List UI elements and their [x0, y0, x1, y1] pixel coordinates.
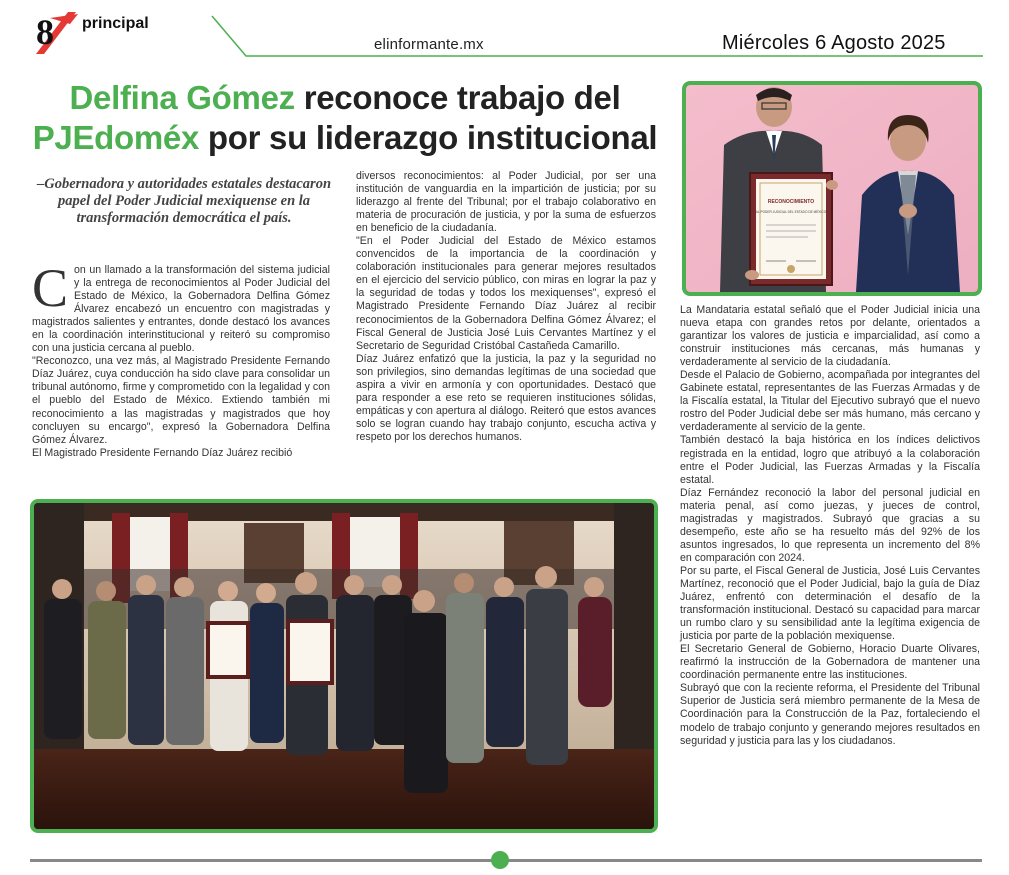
footer-dot-decoration [491, 851, 509, 869]
article-paragraph: Desde el Palacio de Gobierno, acompañada por integrantes del Gabinete estatal, representantes de las Fuerzas Armadas y de la Fiscalía estatal, la Titular del Ejecutivo subrayó que el nuevo rostro del Poder Judicial debe ser más humano, más cercano y verdaderamente al servicio de la gente. [680, 369, 980, 434]
article-paragraph: El Magistrado Presidente Fernando Díaz Juárez recibió [32, 446, 293, 459]
certificate-heading: RECONOCIMIENTO [767, 199, 815, 205]
article-column-1 [32, 258, 330, 460]
article-paragraph: Díaz Juárez enfatizó que la justicia, la paz y la seguridad no son privilegios, sino demandas legítimas de una sociedad que aspira a vivir en armonía y con oportunidades. Destacó que para responder a ese reto se requieren instituciones sólidas, empáticas y con apertura al diálogo. Reiteró que estos avances solo se logran cuando hay trabajo conjunto, escucha activa y respeto por los derechos humanos. [356, 352, 656, 443]
headline [20, 78, 670, 158]
subtitle: –Gobernadora y autoridades estatales destacaron papel del Poder Judicial mexiquense en la transformación democrática el país. [36, 176, 332, 226]
article-paragraph: "En el Poder Judicial del Estado de México estamos convencidos de la importancia de la coordinación y colaboración institucionales para generar mejores resultados en el ejercicio del servicio público, con miras en lograr la paz y la seguridad de todas y todos los mexiquenses", expresó el Magistrado Presidente Fernando Díaz Juárez al recibir reconocimientos de la Gobernadora Delfina Gómez Álvarez; el Fiscal General de Justicia José Luis Cervantes Martínez y el Secretario de Seguridad Cristóbal Castañeda Camarillo. [356, 235, 656, 352]
article-paragraph: Con un llamado a la transformación del sistema judicial y la entrega de reconocimientos al Poder Judicial del Estado de México, la Gobernadora Delfina Gómez Álvarez encabezó un encuentro con magistradas y magistrados salientes y entrantes, donde destacó los avances en la coordinación interinstitucional y reiteró su compromiso con una justicia cercana al pueblo. [32, 258, 330, 355]
headline-highlight-2: PJEdoméx [32, 119, 200, 156]
publication-date: Miércoles 6 Agosto 2025 [722, 32, 946, 54]
site-url[interactable]: elinformante.mx [374, 36, 484, 53]
article-paragraph: diversos reconocimientos: al Poder Judicial, por ser una institución de vanguardia en la impartición de justicia; por su liderazgo al frente del Tribunal; por el trabajo colaborativo en materia de procuración de justicia, y por la suma de esfuerzos en beneficio de la ciudadanía. [356, 170, 656, 235]
group-photo-illustration [34, 503, 654, 829]
award-photo-illustration [686, 85, 978, 292]
group-photo [30, 499, 658, 833]
section-label: principal [82, 15, 149, 32]
article-paragraph: La Mandataria estatal señaló que el Poder Judicial inicia una nueva etapa con grandes retos por delante, orientados a garantizar los valores de justicia e imparcialidad, así como a construir instituciones más cercanas, más humanas y verdaderamente al servicio de la ciudadanía. [680, 304, 980, 369]
headline-highlight-1: Delfina Gómez [69, 79, 295, 116]
article-column-2 [356, 170, 656, 444]
headline-text-2: por su liderazgo institucional [199, 119, 658, 156]
article-paragraph: Díaz Fernández reconoció la labor del personal judicial en materia penal, así como juezas, y jueces de control, magistradas y magistrados. Subrayó que gracias a su desempeño, este año se ha resuelto más del 92% de los asuntos ingresados, lo que representa un incremento del 8% en comparación con 2024. [680, 486, 980, 564]
headline-text-1: reconoce trabajo del [294, 79, 621, 116]
certificate-recipient: AL PODER JUDICIAL DEL ESTADO DE MÉXICO [755, 210, 827, 214]
article-paragraph: Subrayó que con la reciente reforma, el Presidente del Tribunal Superior de Justicia será miembro permanente de la Mesa de Coordinación para la Construcción de la Paz, fortaleciendo el modelo de trabajo conjunto y generando mejores resultados en seguridad y justicia para las y los ciudadanos. [680, 682, 980, 747]
article-paragraph: "Reconozco, una vez más, al Magistrado Presidente Fernando Díaz Juárez, cuya conducción ha sido clave para consolidar un tribunal autónomo, firme y comprometido con la legalidad y con el pueblo del Estado de México. Extiendo también mi reconocimiento a las magistradas y magistrados que hoy concluyen su encargo", expresó la Gobernadora Delfina Gómez Álvarez. [32, 355, 330, 446]
page-number: 8 [36, 12, 54, 52]
article-paragraph: Por su parte, el Fiscal General de Justicia, José Luis Cervantes Martínez, reconoció que el Poder Judicial, bajo la guía de Díaz Juárez, enfrentó con determinación el desafío de la transformación institucional. Destacó su capacidad para marcar un rumbo claro y su sensibilidad ante la legítima exigencia de justicia por parte de la población mexiquense. [680, 564, 980, 643]
article-column-3 [680, 304, 980, 748]
article-paragraph: El Secretario General de Gobierno, Horacio Duarte Olivares, reafirmó la instrucción de la Gobernadora de mantener una coordinación permanente entre las instituciones. [680, 643, 980, 682]
drop-cap: C [32, 258, 69, 318]
article-paragraph: También destacó la baja histórica en los índices delictivos registrada en la entidad, logro que atribuyó a la colaboración entre el Poder Judicial, las Fuerzas Armadas y la Fiscalía estatal. [680, 434, 980, 486]
award-photo [682, 81, 982, 296]
